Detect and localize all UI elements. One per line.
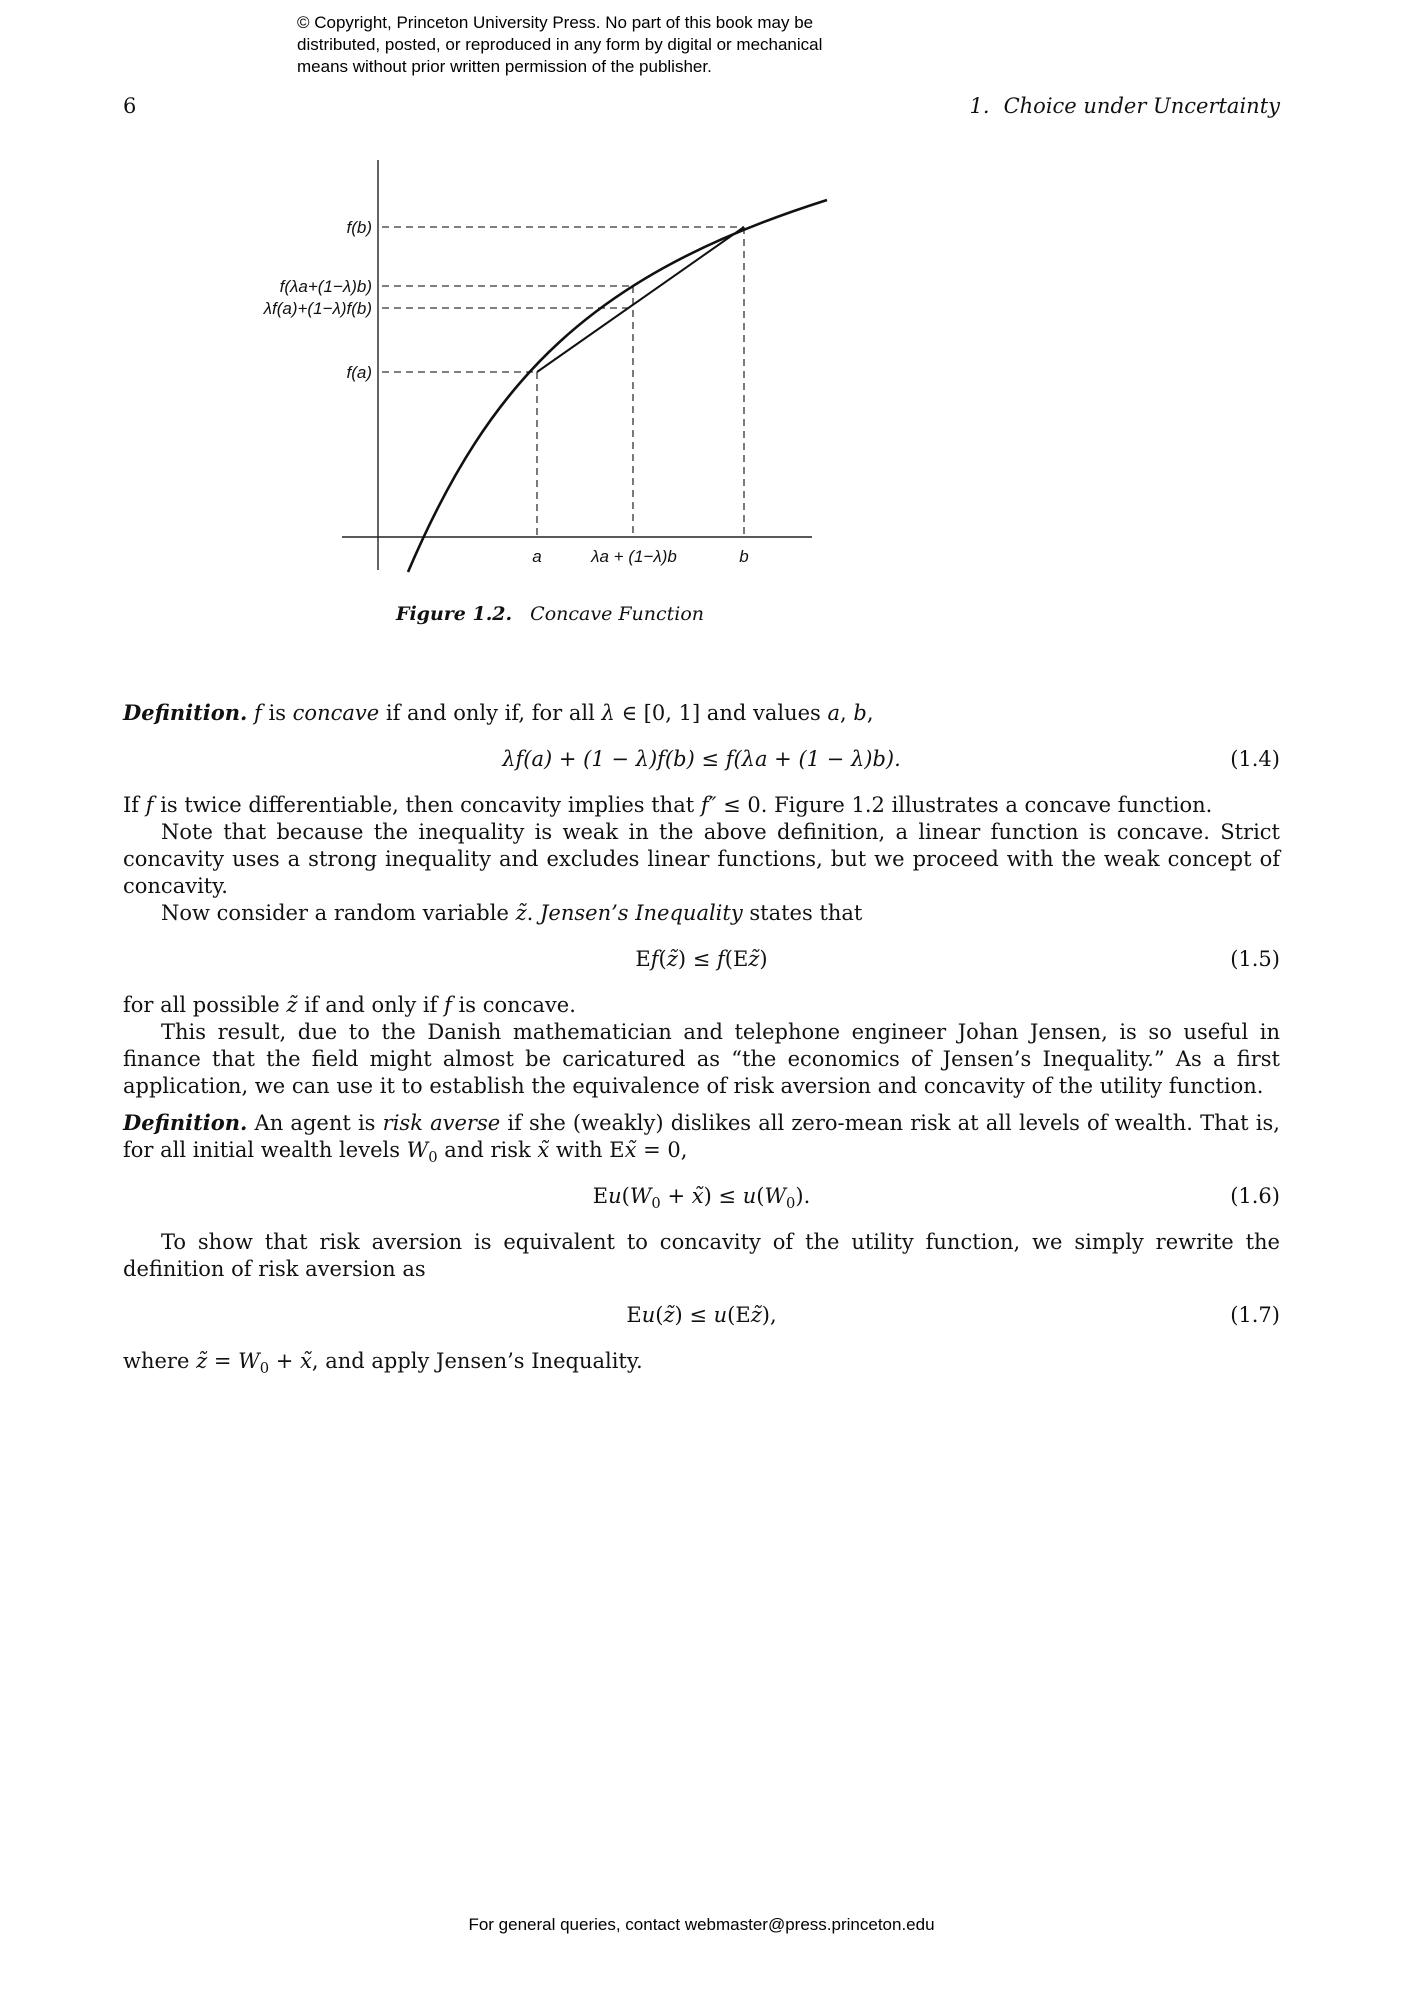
paragraph-twice-differentiable: If f is twice differentiable, then concavity implies that f″ ≤ 0. Figure 1.2 illustrates a concave function. [123,793,1213,817]
copyright-line: means without prior written permission of the publisher. [297,57,712,76]
copyright-notice [297,12,822,78]
page-header [123,94,1280,118]
definition-risk-averse: Definition. An agent is risk averse if she (weakly) dislikes all zero-mean risk at all levels of wealth. That is, for all initial wealth levels $W_0$ and risk x̃ with Ex̃ = 0, [123,1110,1280,1167]
equation-1-7-body: Eu(z̃) ≤ u(Ez̃), [626,1303,777,1327]
label-a: a [532,547,542,566]
running-head-title: Choice under Uncertainty [1003,94,1280,118]
equation-1-4 [123,746,1280,773]
concave-function-plot [230,150,870,590]
label-b: b [739,547,749,566]
equation-1-7 [123,1302,1280,1329]
equation-1-6 [123,1183,1280,1213]
label-mix-f: λf(a)+(1−λ)f(b) [263,299,372,318]
figure-caption-title: Concave Function [530,603,705,625]
paragraph-johan-jensen: This result, due to the Danish mathematician and telephone engineer Johan Jensen, is so useful in finance that the field might almost be caricatured as “the economics of Jensen’s Inequality.” As a first application, we can use it to establish the equivalence of risk aversion and concavity of the utility function. [123,1020,1280,1098]
label-f-a: f(a) [346,363,372,382]
label-f-mix: f(λa+(1−λ)b) [279,277,372,296]
page-number: 6 [123,94,137,118]
page-body [123,690,1280,1378]
equation-1-5-body: Ef(z̃) ≤ f(Ez̃) [635,947,768,971]
figure-caption [230,603,870,625]
figure-caption-label: Figure 1.2. [395,603,513,625]
equation-1-4-number: (1.4) [1230,747,1280,771]
equation-1-4-body: λf(a) + (1 − λ)f(b) ≤ f(λa + (1 − λ)b). [502,747,901,771]
definition-concave: Definition. f is concave if and only if, for all λ ∈ [0, 1] and values a, b, [123,700,874,725]
equation-1-5 [123,946,1280,973]
paragraph-weak-inequality: Note that because the inequality is weak in the above definition, a linear function is concave. Strict concavity uses a strong inequality and excludes linear functions, but we proceed with the weak concept of concavity. [123,820,1280,898]
running-head [970,94,1280,118]
copyright-line: © Copyright, Princeton University Press. No part of this book may be [297,13,814,32]
chord-line [537,227,744,372]
equation-1-6-number: (1.6) [1230,1184,1280,1208]
equation-1-7-number: (1.7) [1230,1303,1280,1327]
equation-1-6-body: $Eu(W_0$ + x̃) ≤ $u(W_0)$. [592,1184,811,1213]
paragraph-for-all-possible: for all possible z̃ if and only if f is concave. [123,993,576,1017]
label-mix: λa + (1−λ)b [591,547,677,566]
paragraph-where-apply-jensen: where z̃ = $W_0$ + x̃, and apply Jensen’s Inequality. [123,1349,643,1378]
equation-1-5-number: (1.5) [1230,947,1280,971]
copyright-line: distributed, posted, or reproduced in any form by digital or mechanical [297,35,823,54]
label-f-b: f(b) [346,218,372,237]
paragraph-to-show: To show that risk aversion is equivalent to concavity of the utility function, we simply rewrite the definition of risk aversion as [123,1230,1280,1281]
figure-1-2 [230,150,870,590]
paragraph-jensens-inequality-intro: Now consider a random variable z̃. Jensen’s Inequality states that [161,901,863,925]
footer-contact: For general queries, contact webmaster@press.princeton.edu [468,1915,935,1934]
running-head-chapter-number: 1. [969,94,990,118]
concave-curve [408,200,827,572]
